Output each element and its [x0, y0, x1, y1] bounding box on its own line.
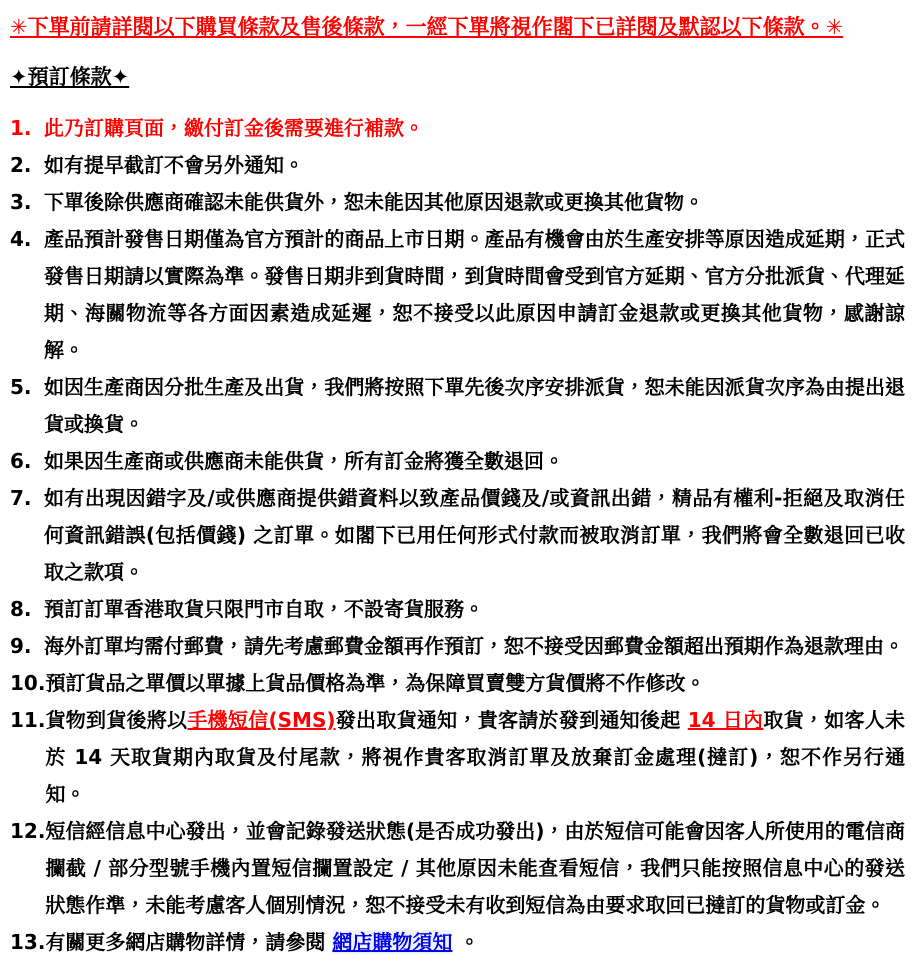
term-segment: 取貨，如客人未於 14 天取貨期內取貨及付尾款，將視作貴客取消訂單及放棄訂金處理(撻訂)，恕不作另行通知。: [45, 708, 906, 806]
term-text: [44, 110, 905, 147]
term-segment: 貨物到貨後將以: [45, 708, 188, 732]
term-text: [44, 591, 905, 628]
term-number: 7.: [10, 486, 32, 510]
term-item: [10, 591, 905, 628]
term-number: 13.: [10, 930, 46, 954]
term-segment: 。: [452, 930, 480, 954]
term-text: [44, 184, 905, 221]
term-item: [10, 110, 905, 147]
term-number: 12.: [10, 819, 46, 843]
term-number: 3.: [10, 190, 32, 214]
term-item: [10, 443, 905, 480]
term-number: 8.: [10, 597, 32, 621]
term-segment: 手機短信(SMS): [187, 708, 336, 732]
term-text: [44, 221, 905, 369]
term-item: [10, 628, 905, 665]
term-item: [10, 924, 905, 961]
page-title: ✳下單前請詳閱以下購買條款及售後條款，一經下單將視作閣下已詳閱及默認以下條款。✳: [10, 15, 844, 39]
term-number: 11.: [10, 708, 46, 732]
term-text: [45, 665, 905, 702]
terms-list: [10, 110, 905, 961]
term-number: 2.: [10, 153, 32, 177]
term-text: [44, 147, 905, 184]
term-number: 9.: [10, 634, 32, 658]
term-segment: 如因生產商因分批生產及出貨，我們將按照下單先後次序安排派貨，恕未能因派貨次序為由提出退貨或換貨。: [44, 375, 905, 436]
term-segment: 產品預計發售日期僅為官方預計的商品上市日期。產品有機會由於生產安排等原因造成延期，正式發售日期請以實際為準。發售日期非到貨時間，到貨時間會受到官方延期、官方分批派貨、代理延期、海關物流等各方面因素造成延遲，恕不接受以此原因申請訂金退款或更換其他貨物，感謝諒解。: [44, 227, 905, 362]
term-number: 6.: [10, 449, 32, 473]
term-segment: 如有出現因錯字及/或供應商提供錯資料以致產品價錢及/或資訊出錯，精品有權利-拒絕及取消任何資訊錯誤(包括價錢) 之訂單。如閣下已用任何形式付款而被取消訂單，我們將會全數退回已收取之款項。: [44, 486, 905, 584]
term-item: [10, 369, 905, 443]
term-segment: 短信經信息中心發出，並會記錄發送狀態(是否成功發出)，由於短信可能會因客人所使用的電信商攔截 / 部分型號手機內置短信攔置設定 / 其他原因未能查看短信，我們只能按照信息中心的發送狀態作準，未能考慮客人個別情況，恕不接受未有收到短信為由要求取回已撻訂的貨物或訂金。: [45, 819, 905, 917]
term-text: [45, 924, 905, 961]
term-text: [44, 480, 905, 591]
term-item: [10, 147, 905, 184]
term-number: 1.: [10, 116, 32, 140]
term-text: [44, 369, 905, 443]
term-segment: 預訂貨品之單價以單據上貨品價格為準，為保障買賣雙方貨價將不作修改。: [45, 671, 706, 695]
term-item: [10, 184, 905, 221]
term-segment: 14 日內: [687, 708, 764, 732]
term-item: [10, 480, 905, 591]
term-item: [10, 813, 905, 924]
term-segment: 預訂訂單香港取貨只限門市自取，不設寄貨服務。: [44, 597, 484, 621]
term-text: [44, 443, 905, 480]
term-text: [44, 628, 905, 665]
term-number: 4.: [10, 227, 32, 251]
section-header-preorder-terms: ✦預訂條款✦: [10, 65, 130, 89]
term-text: [45, 813, 905, 924]
term-number: 5.: [10, 375, 32, 399]
term-segment: 如果因生產商或供應商未能供貨，所有訂金將獲全數退回。: [44, 449, 564, 473]
term-segment: 如有提早截訂不會另外通知。: [44, 153, 304, 177]
term-text: [45, 702, 905, 813]
term-segment: 下單後除供應商確認未能供貨外，恕未能因其他原因退款或更換其他貨物。: [44, 190, 704, 214]
term-item: [10, 702, 905, 813]
term-segment: 此乃訂購頁面，繳付訂金後需要進行補款。: [44, 116, 424, 140]
term-segment: 發出取貨通知，貴客請於發到通知後起: [335, 708, 688, 732]
term-item: [10, 665, 905, 702]
term-segment: 有關更多網店購物詳情，請參閱: [45, 930, 333, 954]
term-number: 10.: [10, 671, 46, 695]
term-segment: 海外訂單均需付郵費，請先考慮郵費金額再作預訂，恕不接受因郵費金額超出預期作為退款理由。: [44, 634, 904, 658]
link-store-shopping-notice[interactable]: 網店購物須知: [332, 930, 453, 954]
term-item: [10, 221, 905, 369]
